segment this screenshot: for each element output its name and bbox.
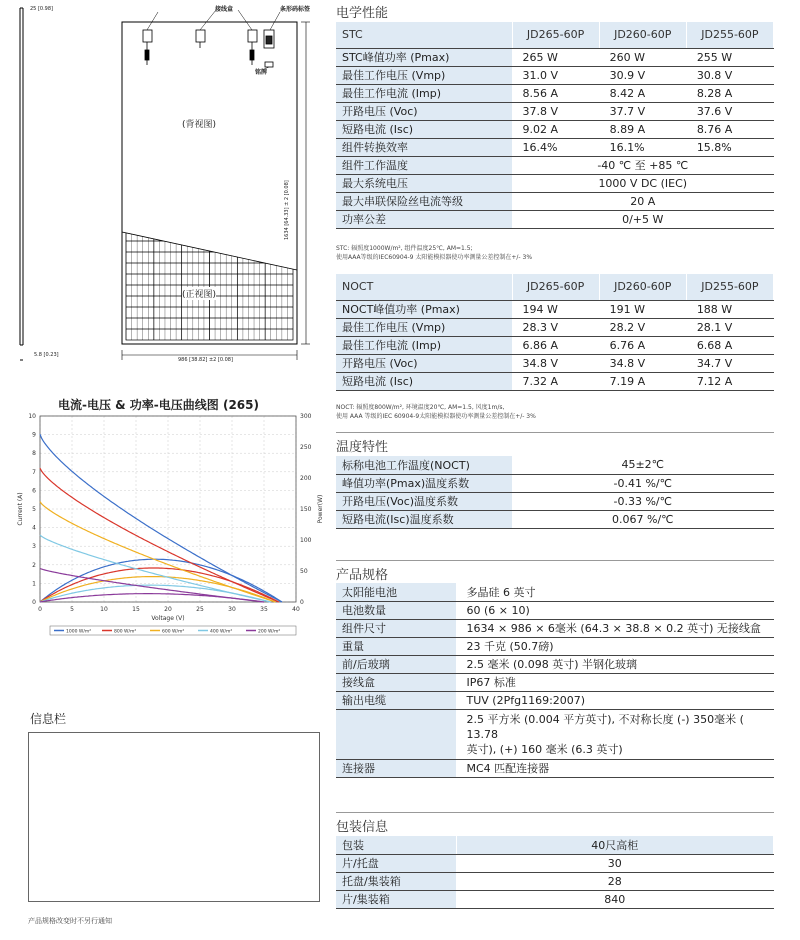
noct-value-cell: 7.12 A xyxy=(686,372,773,390)
x-tick-label: 40 xyxy=(292,606,300,613)
barcode-label: 条形码标签 xyxy=(280,6,311,13)
stc-note-2: 使用AAA等级的IEC60904-9 太阳能模拟器使功率测量公差控制在+/- 3% xyxy=(336,254,533,261)
spec-row xyxy=(336,673,774,691)
stc-row xyxy=(336,84,774,102)
stc-label-cell: 最大系统电压 xyxy=(336,174,512,192)
legend-label: 600 W/m² xyxy=(162,629,185,635)
stc-merged-row xyxy=(336,174,774,192)
spec-value: TUV (2Pfg1169:2007) xyxy=(456,691,774,709)
y-tick-label: 6 xyxy=(32,487,36,495)
noct-header-cell: NOCT xyxy=(336,274,512,300)
nameplate-label: 铭牌 xyxy=(255,69,268,76)
spec-label: 连接器 xyxy=(336,759,456,777)
dim-bottom-left-label: 5.8 [0.23] xyxy=(34,352,59,358)
packaging-row xyxy=(336,854,774,872)
stc-merged-row xyxy=(336,192,774,210)
noct-note-1: NOCT: 辐照度800W/m², 环境温度20℃, AM=1.5, 风度1m/s, xyxy=(336,404,505,411)
noct-row xyxy=(336,318,774,336)
stc-value-cell: 15.8% xyxy=(686,138,773,156)
x-tick-label: 35 xyxy=(260,606,268,613)
legend-label: 800 W/m² xyxy=(114,629,137,635)
dim-top-label: 25 [0.98] xyxy=(30,6,53,12)
stc-row xyxy=(336,102,774,120)
stc-merged-value: -40 ℃ 至 +85 ℃ xyxy=(512,156,774,174)
y-tick-label: 5 xyxy=(32,506,36,513)
stc-row xyxy=(336,66,774,84)
spec-label: 太阳能电池 xyxy=(336,583,456,601)
y-tick-label: 0 xyxy=(32,599,36,606)
specs-title: 产品规格 xyxy=(336,568,389,583)
stc-label-cell: 最佳工作电压 (Vmp) xyxy=(336,66,512,84)
junction-boxes xyxy=(143,30,274,67)
stc-header-cell: JD255-60P xyxy=(686,22,773,48)
y2-tick-label: 0 xyxy=(300,599,304,606)
spec-value: IP67 标准 xyxy=(456,673,774,691)
info-box xyxy=(28,732,320,902)
electrical-title: 电学性能 xyxy=(336,6,389,21)
stc-label-cell: STC峰值功率 (Pmax) xyxy=(336,48,512,66)
y-tick-label: 10 xyxy=(28,413,36,420)
spec-label: 电池数量 xyxy=(336,601,456,619)
stc-row xyxy=(336,48,774,66)
stc-value-cell: 8.56 A xyxy=(512,84,599,102)
noct-value-cell: 28.1 V xyxy=(686,318,773,336)
noct-label-cell: NOCT峰值功率 (Pmax) xyxy=(336,300,512,318)
iv-curve-2 xyxy=(40,502,276,602)
noct-label-cell: 短路电流 (Isc) xyxy=(336,372,512,390)
noct-row xyxy=(336,354,774,372)
stc-label-cell: 组件转换效率 xyxy=(336,138,512,156)
stc-value-cell: 8.76 A xyxy=(686,120,773,138)
noct-value-cell: 34.8 V xyxy=(512,354,599,372)
legend-label: 400 W/m² xyxy=(210,629,233,635)
spec-value: 多晶硅 6 英寸 xyxy=(456,583,774,601)
temperature-row xyxy=(336,510,774,528)
temperature-label: 峰值功率(Pmax)温度系数 xyxy=(336,474,512,492)
pv-curve-4 xyxy=(40,594,264,602)
temperature-value: -0.33 %/℃ xyxy=(512,492,774,510)
y2-tick-label: 100 xyxy=(300,537,312,544)
stc-row xyxy=(336,138,774,156)
y2-tick-label: 300 xyxy=(300,413,312,420)
stc-value-cell: 255 W xyxy=(686,48,773,66)
info-box-title: 信息栏 xyxy=(30,712,67,726)
noct-row xyxy=(336,372,774,390)
stc-row xyxy=(336,120,774,138)
y2-tick-label: 200 xyxy=(300,475,312,482)
packaging-value: 840 xyxy=(456,890,774,908)
noct-header-cell: JD255-60P xyxy=(686,274,773,300)
noct-label-cell: 开路电压 (Voc) xyxy=(336,354,512,372)
stc-label-cell: 短路电流 (Isc) xyxy=(336,120,512,138)
y-axis-label: Current (A) xyxy=(17,492,24,526)
packaging-header-label: 包装 xyxy=(336,836,456,854)
stc-value-cell: 37.7 V xyxy=(599,102,686,120)
chart-title: 电流-电压 & 功率-电压曲线图 (265) xyxy=(58,398,259,412)
noct-value-cell: 6.86 A xyxy=(512,336,599,354)
temperature-table xyxy=(336,456,774,529)
stc-merged-value: 1000 V DC (IEC) xyxy=(512,174,774,192)
temperature-title: 温度特性 xyxy=(336,440,389,455)
stc-label-cell: 最佳工作电流 (Imp) xyxy=(336,84,512,102)
noct-value-cell: 191 W xyxy=(599,300,686,318)
stc-value-cell: 30.8 V xyxy=(686,66,773,84)
packaging-label: 片/集装箱 xyxy=(336,890,456,908)
temperature-label: 标称电池工作温度(NOCT) xyxy=(336,456,512,474)
noct-table xyxy=(336,274,774,391)
spec-label: 组件尺寸 xyxy=(336,619,456,637)
spec-row xyxy=(336,655,774,673)
x-tick-label: 30 xyxy=(228,606,236,613)
stc-merged-value: 0/+5 W xyxy=(512,210,774,228)
stc-value-cell: 37.8 V xyxy=(512,102,599,120)
dim-width-label: 986 [38.82] ±2 [0.08] xyxy=(178,357,233,363)
spec-label: 重量 xyxy=(336,637,456,655)
noct-value-cell: 6.76 A xyxy=(599,336,686,354)
spec-label: 前/后玻璃 xyxy=(336,655,456,673)
noct-note-2: 使用 AAA 等级的IEC 60904-9太阳能模拟器使功率测量公差控制在+/- 3% xyxy=(336,413,536,420)
spec-label: 输出电缆 xyxy=(336,691,456,709)
x-axis-label: Voltage (V) xyxy=(151,615,185,622)
noct-value-cell: 7.32 A xyxy=(512,372,599,390)
legend-label: 1000 W/m² xyxy=(66,629,92,635)
stc-table xyxy=(336,22,774,229)
noct-value-cell: 34.7 V xyxy=(686,354,773,372)
packaging-value: 28 xyxy=(456,872,774,890)
noct-header-row xyxy=(336,274,774,300)
specs-table xyxy=(336,583,774,778)
spec-value: 1634 × 986 × 6毫米 (64.3 × 38.8 × 0.2 英寸) 无接线盒 xyxy=(456,619,774,637)
packaging-label: 托盘/集装箱 xyxy=(336,872,456,890)
y2-tick-label: 50 xyxy=(300,568,308,575)
y-tick-label: 8 xyxy=(32,450,36,458)
noct-label-cell: 最佳工作电压 (Vmp) xyxy=(336,318,512,336)
stc-header-cell: STC xyxy=(336,22,512,48)
spec-row-cable-detail xyxy=(336,709,774,759)
y-tick-label: 2 xyxy=(32,561,36,569)
noct-row xyxy=(336,336,774,354)
stc-label-cell: 最大串联保险丝电流等级 xyxy=(336,192,512,210)
stc-label-cell: 功率公差 xyxy=(336,210,512,228)
x-tick-label: 15 xyxy=(132,606,140,613)
stc-value-cell: 16.4% xyxy=(512,138,599,156)
footer-note: 产品规格改变时不另行通知 xyxy=(28,917,112,925)
dim-height-label: 1634 [64.33] ± 2 [0.08] xyxy=(284,180,290,240)
cable-detail-line-1: 2.5 平方米 (0.004 平方英寸), 不对称长度 (-) 350毫米 ( 13.78 xyxy=(466,712,744,741)
y-tick-label: 3 xyxy=(32,543,36,551)
stc-note-1: STC: 辐照度1000W/m², 组件温度25℃, AM=1.5; xyxy=(336,245,473,252)
stc-value-cell: 265 W xyxy=(512,48,599,66)
temperature-row xyxy=(336,456,774,474)
cable-detail xyxy=(456,709,774,759)
noct-value-cell: 194 W xyxy=(512,300,599,318)
spec-row-connector xyxy=(336,759,774,777)
y2-axis-label: Power(W) xyxy=(317,494,324,524)
temperature-label: 开路电压(Voc)温度系数 xyxy=(336,492,512,510)
spec-value: 23 千克 (50.7磅) xyxy=(456,637,774,655)
stc-value-cell: 8.89 A xyxy=(599,120,686,138)
divider-packaging xyxy=(336,812,774,813)
y-tick-label: 9 xyxy=(32,431,36,439)
noct-value-cell: 28.2 V xyxy=(599,318,686,336)
spec-row xyxy=(336,619,774,637)
packaging-header-value: 40尺高柜 xyxy=(456,836,774,854)
junction-box-label: 接线盒 xyxy=(215,6,234,13)
x-tick-label: 5 xyxy=(70,606,74,613)
stc-merged-value: 20 A xyxy=(512,192,774,210)
noct-header-cell: JD260-60P xyxy=(599,274,686,300)
stc-value-cell: 31.0 V xyxy=(512,66,599,84)
stc-label-cell: 开路电压 (Voc) xyxy=(336,102,512,120)
module-drawing xyxy=(0,0,330,370)
noct-header-cell: JD265-60P xyxy=(512,274,599,300)
x-tick-label: 25 xyxy=(196,606,204,613)
packaging-table xyxy=(336,836,774,909)
noct-label-cell: 最佳工作电流 (Imp) xyxy=(336,336,512,354)
stc-merged-row xyxy=(336,156,774,174)
front-view-label: (正视图) xyxy=(182,287,216,300)
spec-value: 60 (6 × 10) xyxy=(456,601,774,619)
spec-row xyxy=(336,637,774,655)
packaging-row xyxy=(336,890,774,908)
stc-value-cell: 8.42 A xyxy=(599,84,686,102)
noct-row xyxy=(336,300,774,318)
x-tick-label: 0 xyxy=(38,606,42,613)
stc-value-cell: 30.9 V xyxy=(599,66,686,84)
packaging-title: 包装信息 xyxy=(336,820,389,835)
stc-label-cell: 组件工作温度 xyxy=(336,156,512,174)
temperature-label: 短路电流(Isc)温度系数 xyxy=(336,510,512,528)
stc-value-cell: 16.1% xyxy=(599,138,686,156)
noct-value-cell: 28.3 V xyxy=(512,318,599,336)
y-tick-label: 1 xyxy=(32,580,36,588)
noct-value-cell: 7.19 A xyxy=(599,372,686,390)
temperature-row xyxy=(336,492,774,510)
noct-value-cell: 188 W xyxy=(686,300,773,318)
noct-value-cell: 34.8 V xyxy=(599,354,686,372)
spec-value: MC4 匹配连接器 xyxy=(456,759,774,777)
spec-label-empty xyxy=(336,709,456,759)
x-tick-label: 10 xyxy=(100,606,108,613)
cable-detail-line-2: 英寸), (+) 160 毫米 (6.3 英寸) xyxy=(466,742,623,756)
y2-tick-label: 150 xyxy=(300,506,312,513)
packaging-row xyxy=(336,872,774,890)
noct-value-cell: 6.68 A xyxy=(686,336,773,354)
stc-value-cell: 9.02 A xyxy=(512,120,599,138)
spec-value: 2.5 毫米 (0.098 英寸) 半钢化玻璃 xyxy=(456,655,774,673)
iv-curve-chart xyxy=(14,410,324,640)
divider-temp xyxy=(336,432,774,433)
packaging-label: 片/托盘 xyxy=(336,854,456,872)
back-view-label: (背视图) xyxy=(182,120,217,130)
spec-label: 接线盒 xyxy=(336,673,456,691)
packaging-header-row xyxy=(336,836,774,854)
stc-value-cell: 37.6 V xyxy=(686,102,773,120)
temperature-row xyxy=(336,474,774,492)
divider-specs xyxy=(336,560,774,561)
y-tick-label: 4 xyxy=(32,524,36,532)
legend-label: 200 W/m² xyxy=(258,629,281,635)
spec-row xyxy=(336,601,774,619)
stc-value-cell: 8.28 A xyxy=(686,84,773,102)
stc-header-cell: JD265-60P xyxy=(512,22,599,48)
y2-tick-label: 250 xyxy=(300,444,312,451)
spec-row xyxy=(336,583,774,601)
stc-header-cell: JD260-60P xyxy=(599,22,686,48)
y-tick-label: 7 xyxy=(32,468,36,476)
temperature-value: 45±2℃ xyxy=(512,456,774,474)
temperature-value: -0.41 %/℃ xyxy=(512,474,774,492)
stc-value-cell: 260 W xyxy=(599,48,686,66)
stc-header-row xyxy=(336,22,774,48)
spec-row xyxy=(336,691,774,709)
temperature-value: 0.067 %/℃ xyxy=(512,510,774,528)
stc-merged-row xyxy=(336,210,774,228)
packaging-value: 30 xyxy=(456,854,774,872)
x-tick-label: 20 xyxy=(164,606,172,613)
